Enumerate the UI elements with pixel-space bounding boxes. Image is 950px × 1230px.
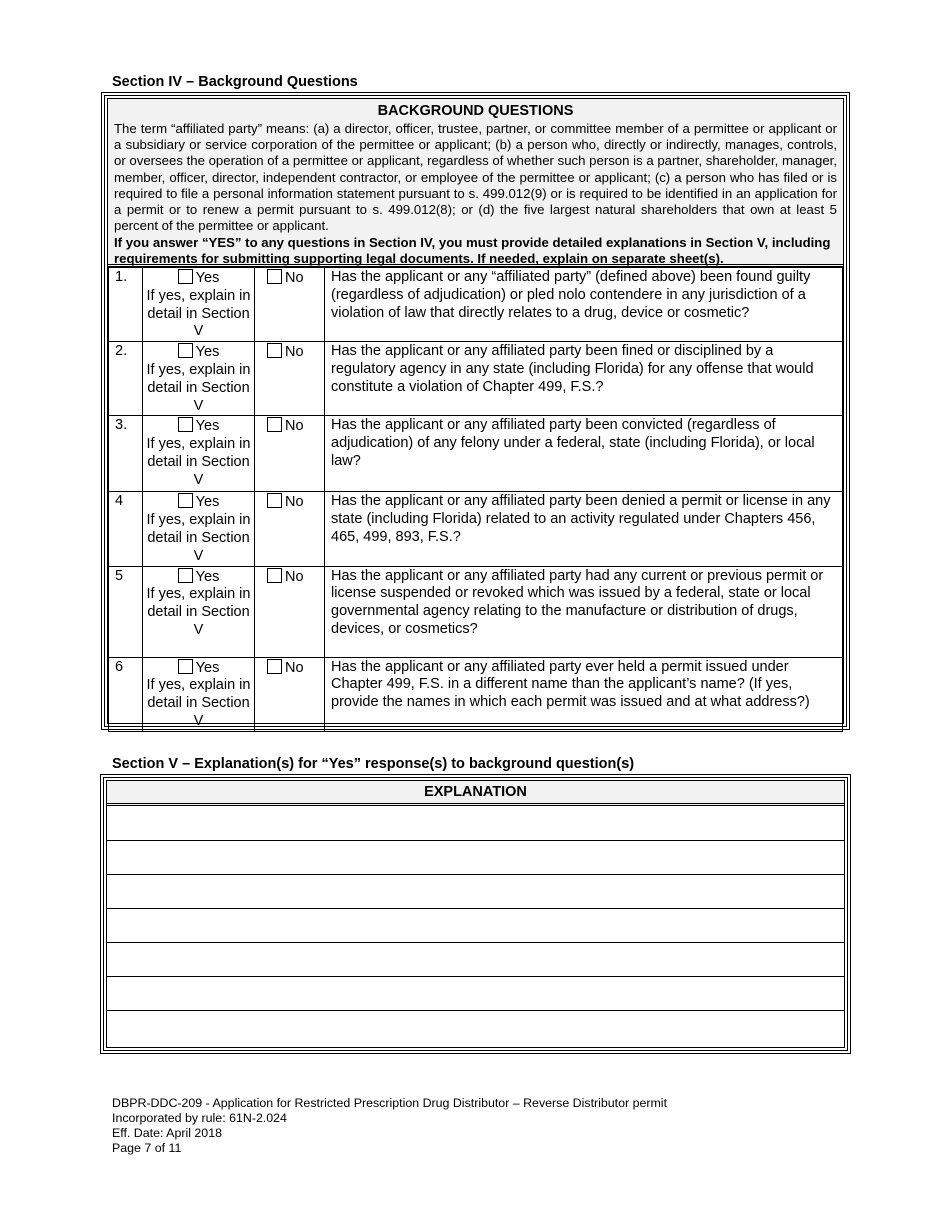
explanation-heading: EXPLANATION <box>107 781 844 806</box>
question-row <box>109 268 843 342</box>
explanation-line[interactable] <box>107 1010 844 1044</box>
question-row <box>109 657 843 731</box>
yes-label: Yes <box>195 494 220 511</box>
no-label: No <box>285 568 304 585</box>
no-checkbox[interactable] <box>267 568 282 583</box>
question-row <box>109 492 843 566</box>
question-number: 3. <box>109 416 143 492</box>
no-label: No <box>285 494 304 511</box>
yes-cell <box>143 492 255 566</box>
question-number: 1. <box>109 268 143 342</box>
yes-label: Yes <box>195 270 220 286</box>
question-row <box>109 342 843 416</box>
background-intro <box>108 99 843 267</box>
no-checkbox[interactable] <box>267 343 282 358</box>
background-questions-table <box>108 267 843 732</box>
yes-checkbox[interactable] <box>178 269 193 284</box>
explain-instruction: If yes, explain in detail in Section V <box>146 586 251 638</box>
explain-instruction: If yes, explain in detail in Section V <box>146 512 251 564</box>
question-text: Has the applicant or any affiliated party been fined or disciplined by a regulatory agency in any state (including Florida) for any offense that would constitute a violation of Chapter 499, F.S.? <box>325 342 843 416</box>
question-text: Has the applicant or any affiliated party had any current or previous permit or license suspended or revoked which was issued by a federal, state or local governmental agency relating to the manufacture or distribution of drugs, devices, or cosmetics? <box>325 566 843 657</box>
no-label: No <box>285 659 304 676</box>
question-text: Has the applicant or any affiliated party been denied a permit or license in any state (including Florida) related to an activity regulated under Chapters 456, 465, 499, 893, F.S.? <box>325 492 843 566</box>
question-text: Has the applicant or any “affiliated party” (defined above) been found guilty (regardless of adjudication) or pled nolo contendere in any jurisdiction of a violation of law that directly relates to a drug, device or cosmetic? <box>325 268 843 342</box>
yes-checkbox[interactable] <box>178 493 193 508</box>
no-label: No <box>285 270 304 286</box>
yes-answer-instructions: If you answer “YES” to any questions in Section IV, you must provide detailed explanations in Section V, including requirements for submitting supporting legal documents. If needed, explain on separate sheet(s). <box>114 235 831 266</box>
yes-cell <box>143 268 255 342</box>
section-v-title: Section V – Explanation(s) for “Yes” response(s) to background question(s) <box>112 756 635 772</box>
no-cell <box>255 492 325 566</box>
question-number: 6 <box>109 657 143 731</box>
yes-cell <box>143 342 255 416</box>
yes-checkbox[interactable] <box>178 417 193 432</box>
no-cell <box>255 416 325 492</box>
yes-checkbox[interactable] <box>178 568 193 583</box>
explanation-line[interactable] <box>107 840 844 875</box>
no-label: No <box>285 418 304 435</box>
question-row <box>109 566 843 657</box>
no-label: No <box>285 344 304 361</box>
no-cell <box>255 566 325 657</box>
explanation-line[interactable] <box>107 942 844 977</box>
effective-date-line: Eff. Date: April 2018 <box>112 1126 222 1140</box>
no-checkbox[interactable] <box>267 417 282 432</box>
form-id-line: DBPR-DDC-209 - Application for Restricted Prescription Drug Distributor – Reverse Distributor permit <box>112 1096 668 1110</box>
explanation-line[interactable] <box>107 806 844 841</box>
explanation-line[interactable] <box>107 908 844 943</box>
no-checkbox[interactable] <box>267 493 282 508</box>
question-text: Has the applicant or any affiliated party ever held a permit issued under Chapter 499, F.S. in a different name than the applicant’s name? (If yes, provide the names in which each permit was issued and at what address?) <box>325 657 843 731</box>
form-footer <box>112 1096 667 1156</box>
question-number: 2. <box>109 342 143 416</box>
no-cell <box>255 657 325 731</box>
yes-label: Yes <box>195 659 220 676</box>
explain-instruction: If yes, explain in detail in Section V <box>146 436 251 488</box>
question-number: 5 <box>109 566 143 657</box>
no-cell <box>255 268 325 342</box>
affiliated-party-definition: The term “affiliated party” means: (a) a director, officer, trustee, partner, or committee member of a permittee or applicant or a subsidiary or service corporation of the permittee or applicant; (b) a person who, directly or indirectly, manages, controls, or oversees the operation of a permittee or applicant, regardless of whether such person is a partner, shareholder, manager, member, officer, director, independent contractor, or employee of the permittee or applicant; (c) a person who has filed or is required to file a personal information statement pursuant to s. 499.012(9) or is required to be identified in an application for a permit or to renew a permit pursuant to s. 499.012(8); or (d) the five largest natural shareholders that own at least 5 percent of the permittee or applicant. <box>114 121 837 234</box>
explanation-line[interactable] <box>107 976 844 1011</box>
yes-checkbox[interactable] <box>178 343 193 358</box>
no-checkbox[interactable] <box>267 269 282 284</box>
explain-instruction: If yes, explain in detail in Section V <box>146 287 251 340</box>
explanation-line[interactable] <box>107 874 844 909</box>
question-number: 4 <box>109 492 143 566</box>
question-row <box>109 416 843 492</box>
explain-instruction: If yes, explain in detail in Section V <box>146 361 251 414</box>
no-cell <box>255 342 325 416</box>
yes-cell <box>143 657 255 731</box>
section-iv-title: Section IV – Background Questions <box>112 74 358 90</box>
yes-cell <box>143 566 255 657</box>
background-questions-heading: BACKGROUND QUESTIONS <box>377 103 574 119</box>
question-text: Has the applicant or any affiliated party been convicted (regardless of adjudication) of any felony under a federal, state (including Florida), or local law? <box>325 416 843 492</box>
explain-instruction: If yes, explain in detail in Section V <box>146 677 251 729</box>
rule-line: Incorporated by rule: 61N-2.024 <box>112 1111 287 1125</box>
yes-checkbox[interactable] <box>178 659 193 674</box>
explanation-box <box>100 774 851 1054</box>
yes-cell <box>143 416 255 492</box>
yes-label: Yes <box>195 344 220 361</box>
no-checkbox[interactable] <box>267 659 282 674</box>
page-number: Page 7 of 11 <box>112 1141 182 1155</box>
yes-label: Yes <box>195 568 220 585</box>
yes-label: Yes <box>195 418 220 435</box>
background-questions-box <box>101 92 850 730</box>
